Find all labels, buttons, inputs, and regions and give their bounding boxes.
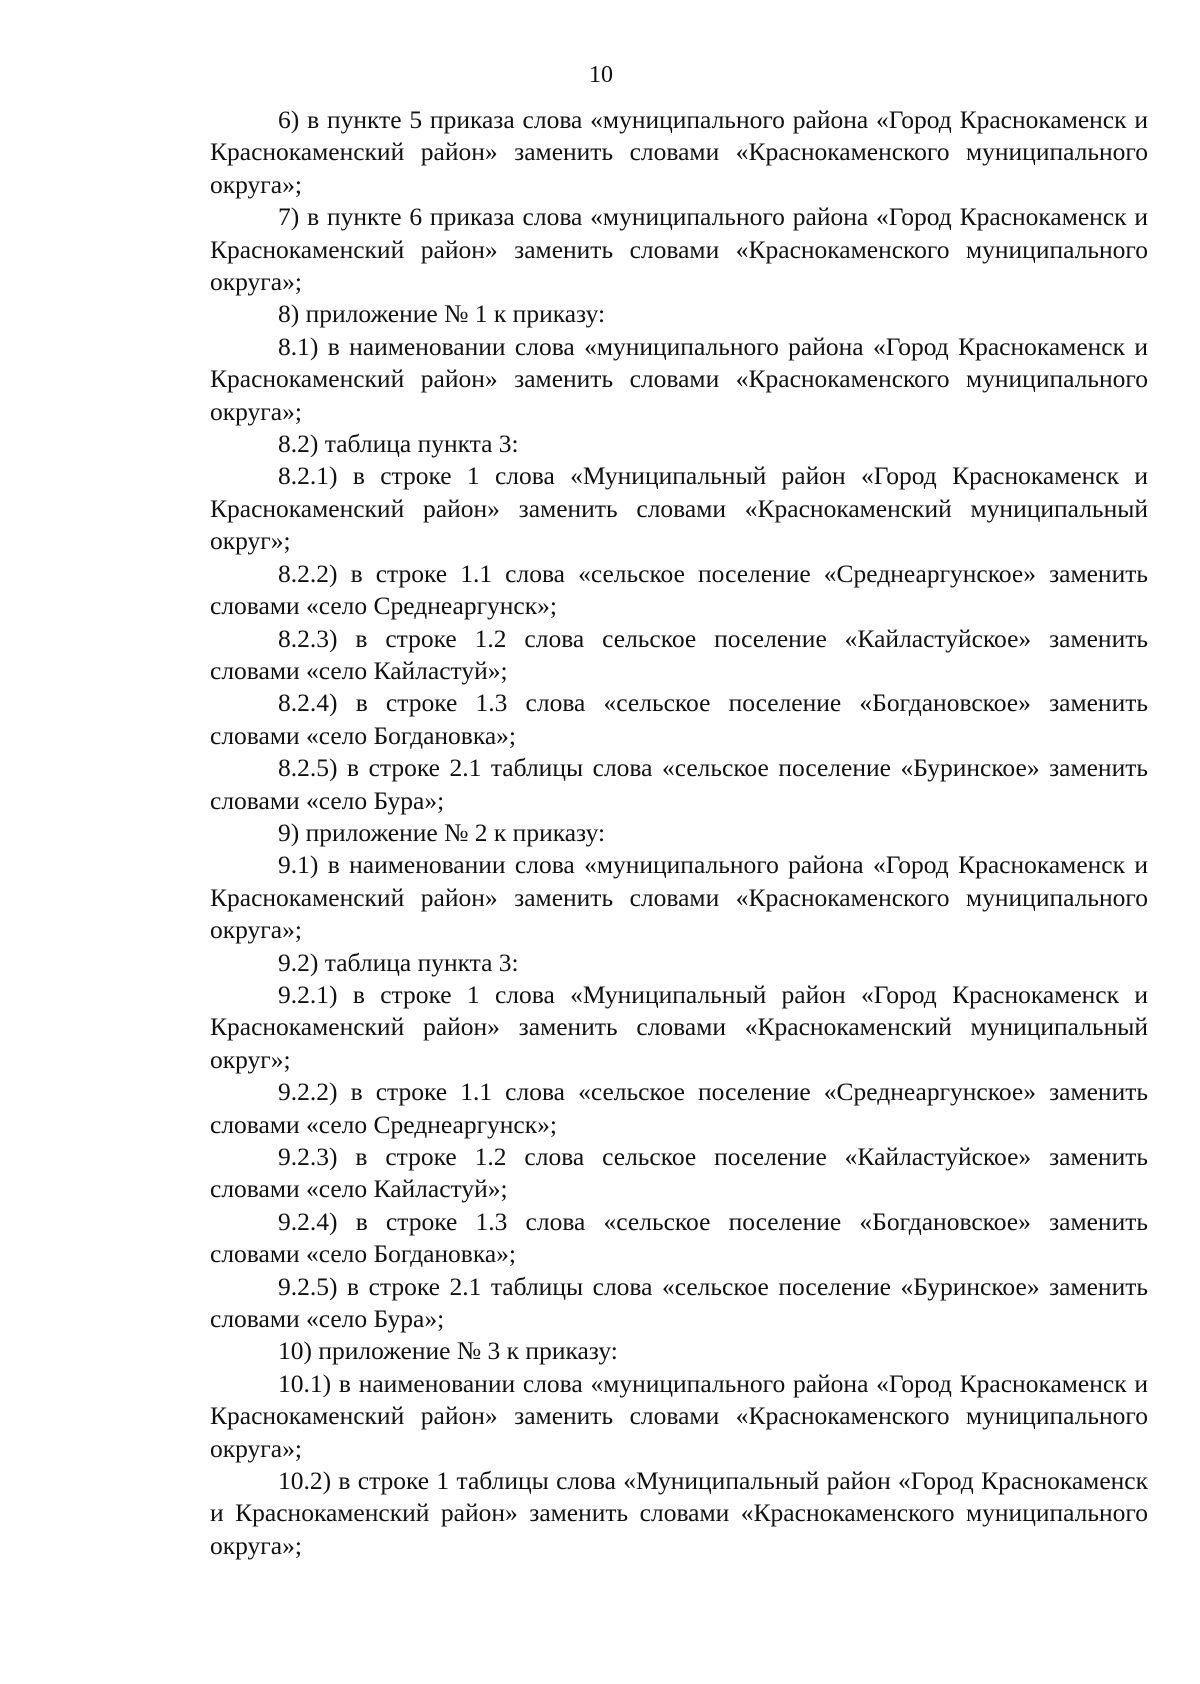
paragraph-8-2-3: 8.2.3) в строке 1.2 слова сельское поселение «Кайластуйское» заменить словами «село Кайластуй»; bbox=[210, 623, 1148, 685]
paragraph-8-2-5: 8.2.5) в строке 2.1 таблицы слова «сельское поселение «Буринское» заменить словами «село Бура»; bbox=[210, 753, 1148, 815]
document-body bbox=[210, 104, 1148, 1562]
paragraph-8-2-4: 8.2.4) в строке 1.3 слова «сельское поселение «Богдановское» заменить словами «село Богдановка»; bbox=[210, 688, 1148, 750]
paragraph-9-2: 9.2) таблица пункта 3: bbox=[278, 947, 519, 977]
paragraph-10-1: 10.1) в наименовании слова «муниципального района «Город Краснокаменск и Краснокаменский район» заменить словами «Краснокаменского муниципального округа»; bbox=[210, 1368, 1148, 1463]
paragraph-8-1: 8.1) в наименовании слова «муниципального района «Город Краснокаменск и Краснокаменский район» заменить словами «Краснокаменского муниципального округа»; bbox=[210, 331, 1148, 426]
paragraph-9-2-4: 9.2.4) в строке 1.3 слова «сельское поселение «Богдановское» заменить словами «село Богдановка»; bbox=[210, 1206, 1148, 1269]
paragraph-9: 9) приложение № 2 к приказу: bbox=[278, 817, 606, 847]
page-number: 10 bbox=[589, 62, 613, 88]
paragraph-7: 7) в пункте 6 приказа слова «муниципального района «Город Краснокаменск и Краснокаменский район» заменить словами «Краснокаменского муниципального округа»; bbox=[210, 202, 1148, 297]
paragraph-8: 8) приложение № 1 к приказу: bbox=[278, 299, 606, 329]
paragraph-8-2-1: 8.2.1) в строке 1 слова «Муниципальный район «Город Краснокаменск и Краснокаменский район» заменить словами «Краснокаменский муниципальный округ»; bbox=[210, 461, 1148, 556]
paragraph-10: 10) приложение № 3 к приказу: bbox=[278, 1336, 618, 1366]
paragraph-9-1: 9.1) в наименовании слова «муниципального района «Город Краснокаменск и Краснокаменский район» заменить словами «Краснокаменского муниципального округа»; bbox=[210, 850, 1148, 945]
paragraph-8-2-2: 8.2.2) в строке 1.1 слова «сельское поселение «Среднеаргунское» заменить словами «село Среднеаргунск»; bbox=[210, 558, 1148, 621]
paragraph-9-2-1: 9.2.1) в строке 1 слова «Муниципальный район «Город Краснокаменск и Краснокаменский район» заменить словами «Краснокаменский муниципальный округ»; bbox=[210, 979, 1148, 1074]
paragraph-9-2-2: 9.2.2) в строке 1.1 слова «сельское поселение «Среднеаргунское» заменить словами «село Среднеаргунск»; bbox=[210, 1077, 1148, 1139]
paragraph-9-2-5: 9.2.5) в строке 2.1 таблицы слова «сельское поселение «Буринское» заменить словами «село Бура»; bbox=[210, 1271, 1148, 1334]
paragraph-6: 6) в пункте 5 приказа слова «муниципального района «Город Краснокаменск и Краснокаменский район» заменить словами «Краснокаменского муниципального округа»; bbox=[210, 105, 1148, 199]
paragraph-10-2: 10.2) в строке 1 таблицы слова «Муниципальный район «Город Краснокаменск и Краснокаменский район» заменить словами «Краснокаменского муниципального округа»; bbox=[210, 1466, 1148, 1560]
paragraph-9-2-3: 9.2.3) в строке 1.2 слова сельское поселение «Кайластуйское» заменить словами «село Кайластуй»; bbox=[210, 1142, 1148, 1204]
paragraph-8-2: 8.2) таблица пункта 3: bbox=[278, 429, 519, 459]
